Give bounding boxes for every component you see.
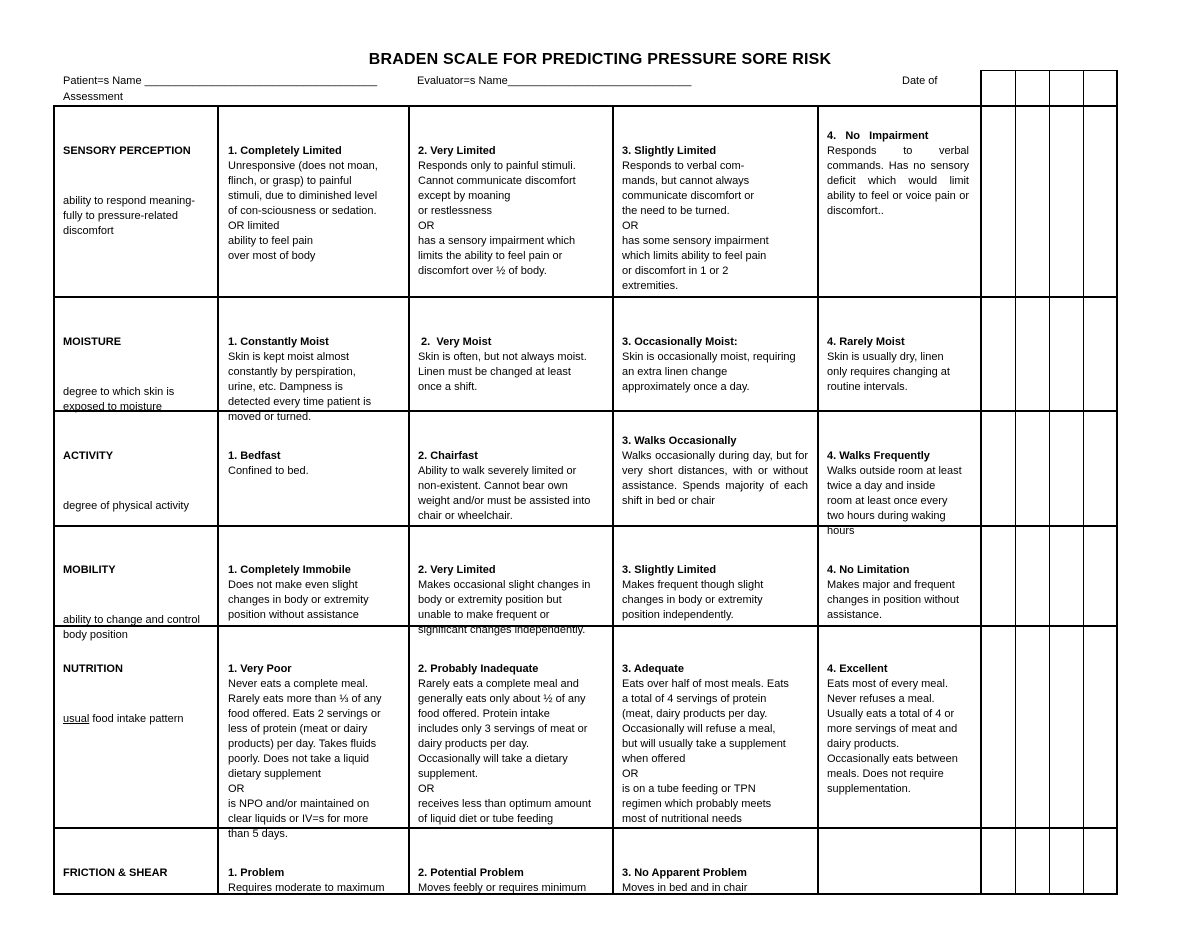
mobility-level-1: 1. Completely Immobile Does not make even slight changes in body or extremity position without assistance [228,564,369,621]
activity-level-1: 1. Bedfast Confined to bed. [228,450,309,477]
friction-level-2: 2. Potential Problem Moves feebly or requires minimum [418,867,587,894]
row-title: ACTIVITY [63,450,114,462]
friction-level-3: 3. No Apparent Problem Moves in bed and in chair [622,867,748,894]
row-mobility [63,548,215,658]
moisture-level-2: 2. Very Moist Skin is often, but not always moist. Linen must be changed at least once a shift. [418,336,587,393]
sensory-level-2: 2. Very Limited Responds only to painful stimuli. Cannot communicate discomfort except by moaning or restlessness OR has a sensory impairment which limits the ability to feel pain or discomfort over ½ of body. [418,145,576,277]
row-description: degree of physical activity [63,500,189,512]
row-nutrition [63,647,213,742]
activity-level-2: 2. Chairfast Ability to walk severely limited or non-existent. Cannot bear own weight and/or must be assisted into chair or wheelchair. [418,450,591,522]
row-title: MOBILITY [63,564,116,576]
sensory-level-1: 1. Completely Limited Unresponsive (does not moan, flinch, or grasp) to painful stimuli, due to diminished level of con-sciousness or sedation. OR limited ability to feel pain over most of body [228,145,378,262]
evaluator-name-field[interactable]: Evaluator=s Name______________________________ [417,75,692,87]
mobility-level-4: 4. No Limitation Makes major and frequent changes in position without assistance. [827,564,960,621]
row-description: ability to respond meaning- fully to pressure-related discomfort [63,195,196,237]
page-title: BRADEN SCALE FOR PREDICTING PRESSURE SORE RISK [368,51,832,68]
sensory-level-4: 4. No Impairment Responds to verbal commands. Has no sensory deficit which would limit ability to feel or voice pain or discomfort.. [827,130,969,217]
row-title: FRICTION & SHEAR [63,867,168,879]
usual-underline: usual [63,713,90,725]
row-description: ability to change and control body position [63,614,200,641]
sensory-level-3: 3. Slightly Limited Responds to verbal com- mands, but cannot always communicate discomfort or the need to be turned. OR has some sensory impairment which limits ability to feel pain or discomfort in 1 or 2 extremities. [622,145,769,292]
activity-level-4: 4. Walks Frequently Walks outside room at least twice a day and inside room at least once every two hours during waking hours [827,450,962,537]
row-description: degree to which skin is exposed to moisture [63,386,175,413]
moisture-level-1: 1. Constantly Moist Skin is kept moist almost constantly by perspiration, urine, etc. Dampness is detected every time patient is moved or turned. [228,336,372,423]
row-title: MOISTURE [63,336,122,348]
moisture-level-3: 3. Occasionally Moist: Skin is occasionally moist, requiring an extra linen change approximately once a day. [622,336,796,393]
nutrition-level-4: 4. Excellent Eats most of every meal. Never refuses a meal. Usually eats a total of 4 or more servings of meat and dairy products. Occasionally eats between meals. Does not require supplementation. [827,663,958,795]
nutrition-level-3: 3. Adequate Eats over half of most meals. Eats a total of 4 servings of protein (meat, dairy products per day. Occasionally will refuse a meal, but will usually take a supplement when offered OR is on a tube feeding or TPN regimen which probably meets most of nutritional needs [622,663,789,825]
assessment-label: Assessment [63,91,123,103]
row-moisture [63,320,213,430]
row-title: SENSORY PERCEPTION [63,145,191,157]
nutrition-level-1: 1. Very Poor Never eats a complete meal. Rarely eats more than ⅓ of any food offered. Eats 2 servings or less of protein (meat or dairy products) per day. Takes fluids poorly. Does not take a liquid dietary supplement OR is NPO and/or maintained on clear liquids or IV=s for more than 5 days. [228,663,382,840]
mobility-level-2: 2. Very Limited Makes occasional slight changes in body or extremity position but unable to make frequent or significant changes independently. [418,564,591,636]
braden-scale-table [53,70,1118,895]
row-description: food intake pattern [89,713,184,725]
nutrition-level-2: 2. Probably Inadequate Rarely eats a complete meal and generally eats only about ½ of any food offered. Protein intake includes only 3 servings of meat or dairy products per day. Occasionally will take a dietary supplement. OR receives less than optimum amount of liquid diet or tube feeding [418,663,592,825]
row-title: NUTRITION [63,663,123,675]
patient-name-field[interactable]: Patient=s Name ______________________________________ [63,75,378,87]
row-friction-shear [63,851,213,896]
activity-level-3: 3. Walks Occasionally Walks occasionally during day, but for very short distances, with or without assistance. Spends majority of each shift in bed or chair [622,435,808,507]
friction-level-1: 1. Problem Requires moderate to maximum [228,867,385,894]
date-label: Date of [902,75,938,87]
mobility-level-3: 3. Slightly Limited Makes frequent though slight changes in body or extremity position independently. [622,564,764,621]
moisture-level-4: 4. Rarely Moist Skin is usually dry, linen only requires changing at routine intervals. [827,336,950,393]
row-activity [63,434,213,529]
row-sensory-perception [63,129,213,254]
